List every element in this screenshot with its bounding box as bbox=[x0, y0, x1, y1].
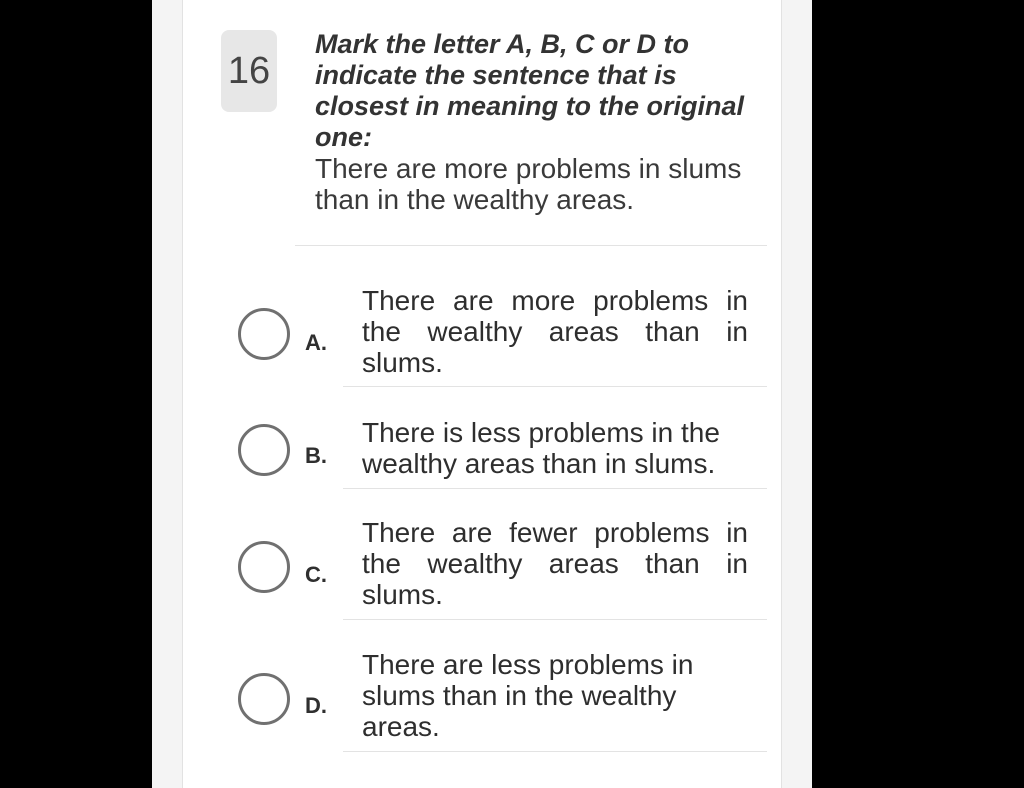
option-b-radio[interactable] bbox=[238, 424, 290, 476]
option-d-letter: D. bbox=[305, 693, 327, 718]
original-sentence: There are more problems in slums than in the wealthy areas. bbox=[315, 153, 742, 215]
option-a-letter: A. bbox=[305, 330, 327, 355]
option-b-letter: B. bbox=[305, 443, 327, 468]
option-divider bbox=[343, 751, 767, 752]
option-d-radio[interactable] bbox=[238, 673, 290, 725]
viewport bbox=[152, 0, 812, 788]
option-c-letter: C. bbox=[305, 562, 327, 587]
question-prompt: Mark the letter A, B, C or D to indicate the sentence that is closest in meaning to the original one: bbox=[315, 29, 745, 152]
option-divider bbox=[343, 619, 767, 620]
option-a-radio[interactable] bbox=[238, 308, 290, 360]
option-b-text[interactable]: There is less problems in the wealthy areas than in slums. bbox=[362, 417, 720, 479]
option-divider bbox=[343, 386, 767, 387]
option-c-text[interactable]: There are fewer problems in the wealthy areas than in slums. bbox=[362, 517, 748, 610]
question-number-badge: 16 bbox=[221, 30, 277, 112]
option-d-text[interactable]: There are less problems in slums than in the wealthy areas. bbox=[362, 649, 694, 742]
question-divider bbox=[295, 245, 767, 246]
option-divider bbox=[343, 488, 767, 489]
question-card bbox=[182, 0, 782, 788]
option-a-text[interactable]: There are more problems in the wealthy areas than in slums. bbox=[362, 285, 748, 378]
option-c-radio[interactable] bbox=[238, 541, 290, 593]
